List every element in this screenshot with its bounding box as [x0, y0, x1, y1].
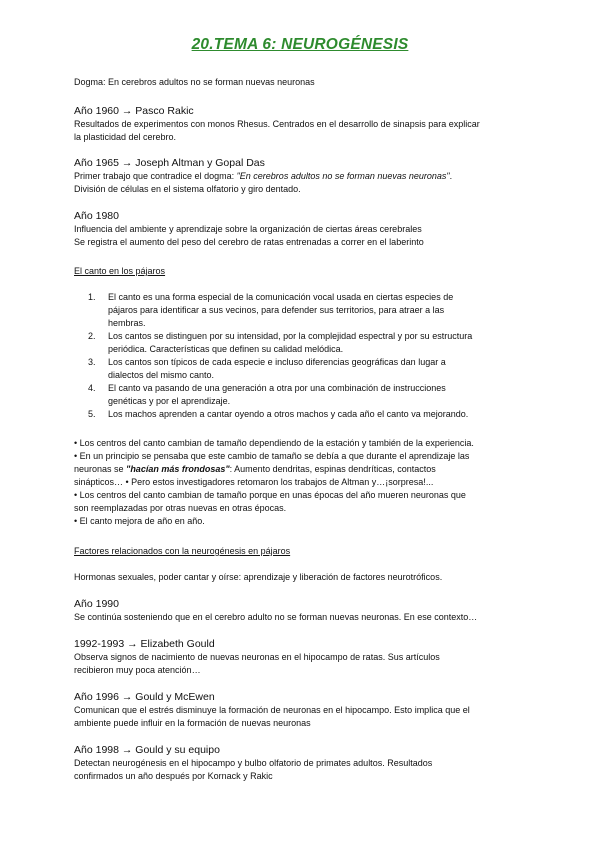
- list-item: [88, 356, 560, 382]
- list-line: pájaros para identificar a sus vecinos, para defender sus territorios, para atraer a las: [108, 305, 445, 315]
- entry-1960: [74, 104, 532, 144]
- entry-1998: [74, 743, 532, 783]
- list-line: periódica. Características que definen su calidad melódica.: [108, 344, 344, 354]
- birdsong-bullets: [74, 437, 532, 528]
- entry-1990: [74, 597, 532, 624]
- bullet-line: • El canto mejora de año en año.: [74, 516, 205, 526]
- list-line: El canto es una forma especial de la comunicación vocal usada en ciertas especies de: [108, 292, 454, 302]
- entry-line: la plasticidad del cerebro.: [74, 132, 177, 142]
- list-line: Los cantos se distinguen por su intensidad, por la complejidad espectral y por su estructura: [108, 331, 473, 341]
- list-number: 3.: [88, 357, 96, 367]
- quote-frondosas: "hacían más frondosas": [126, 464, 230, 474]
- list-line: dialectos del mismo canto.: [108, 370, 215, 380]
- entry-text: .: [449, 171, 453, 181]
- entry-line: ambiente puede influir en la formación de nuevas neuronas: [74, 718, 311, 728]
- entry-1980: [74, 209, 532, 249]
- list-number: 5.: [88, 409, 96, 419]
- bullet-text: : Aumento dendritas, espinas dendríticas, contactos: [229, 464, 436, 474]
- list-number: 2.: [88, 331, 96, 341]
- entry-text: Primer trabajo que contradice el dogma:: [74, 171, 237, 181]
- entry-heading: Año 1960 → Pasco Rakic: [74, 105, 194, 117]
- list-item: [88, 330, 560, 356]
- section-heading-factors: Factores relacionados con la neurogénesis en pájaros: [74, 546, 291, 556]
- entry-heading: Año 1965 → Joseph Altman y Gopal Das: [74, 157, 265, 169]
- dogma-quote: "En cerebros adultos no se forman nuevas neuronas": [236, 171, 450, 181]
- birdsong-list: [74, 291, 560, 421]
- entry-1965: [74, 156, 532, 196]
- list-line: El canto va pasando de una generación a otra por una combinación de instrucciones: [108, 383, 446, 393]
- entry-heading: 1992-1993 → Elizabeth Gould: [74, 638, 215, 650]
- list-number: 4.: [88, 383, 96, 393]
- entry-line: Se continúa sosteniendo que en el cerebro adulto no se forman nuevas neuronas. En ese contexto…: [74, 612, 478, 622]
- bullet-line: • En un principio se pensaba que este cambio de tamaño se debía a que durante el aprendizaje las: [74, 451, 470, 461]
- entry-line: Resultados de experimentos con monos Rhesus. Centrados en el desarrollo de sinapsis para explicar: [74, 119, 480, 129]
- entry-line: recibieron muy poca atención…: [74, 665, 201, 675]
- list-item: [88, 408, 560, 421]
- page-title: 20.TEMA 6: NEUROGÉNESIS: [191, 36, 409, 53]
- list-line: Los machos aprenden a cantar oyendo a otros machos y cada año el canto va mejorando.: [108, 409, 469, 419]
- bullet-text: neuronas se: [74, 464, 127, 474]
- factors-text: Hormonas sexuales, poder cantar y oírse: aprendizaje y liberación de factores neurotróficos.: [74, 572, 443, 582]
- bullet-line: son reemplazadas por otras nuevas en otras épocas.: [74, 503, 287, 513]
- list-item: [88, 291, 560, 330]
- list-line: Los cantos son típicos de cada especie e incluso diferencias geográficas dan lugar a: [108, 357, 446, 367]
- entry-line: Se registra el aumento del peso del cerebro de ratas entrenadas a correr en el laberinto: [74, 237, 424, 247]
- list-line: genéticas y por el aprendizaje.: [108, 396, 231, 406]
- bullet-line: sinápticos… • Pero estos investigadores retomaron los trabajos de Altman y…¡sorpresa!...: [74, 477, 434, 487]
- entry-heading: Año 1980: [74, 210, 119, 222]
- entry-line: confirmados un año después por Kornack y Rakic: [74, 771, 273, 781]
- entry-line: [74, 170, 532, 183]
- entry-line: Comunican que el estrés disminuye la formación de neuronas en el hipocampo. Esto implica que el: [74, 705, 470, 715]
- bullet-line: • Los centros del canto cambian de tamaño dependiendo de la estación y también de la experiencia.: [74, 438, 474, 448]
- entry-line: Influencia del ambiente y aprendizaje sobre la organización de ciertas áreas cerebrales: [74, 224, 422, 234]
- entry-heading: Año 1998 → Gould y su equipo: [74, 744, 220, 756]
- entry-heading: Año 1996 → Gould y McEwen: [74, 691, 215, 703]
- entry-heading: Año 1990: [74, 598, 119, 610]
- entry-line: Observa signos de nacimiento de nuevas neuronas en el hipocampo de ratas. Sus artículos: [74, 652, 440, 662]
- list-number: 1.: [88, 292, 96, 302]
- bullet-line: [74, 463, 532, 476]
- dogma-text: Dogma: En cerebros adultos no se forman nuevas neuronas: [74, 77, 315, 87]
- entry-1992: [74, 637, 532, 677]
- entry-line: División de células en el sistema olfatorio y giro dentado.: [74, 184, 301, 194]
- entry-1996: [74, 690, 532, 730]
- bullet-line: • Los centros del canto cambian de tamaño porque en unas épocas del año mueren neuronas que: [74, 490, 466, 500]
- list-line: hembras.: [108, 318, 146, 328]
- entry-line: Detectan neurogénesis en el hipocampo y bulbo olfatorio de primates adultos. Resultados: [74, 758, 433, 768]
- list-item: [88, 382, 560, 408]
- section-heading-birdsong: El canto en los pájaros: [74, 266, 166, 276]
